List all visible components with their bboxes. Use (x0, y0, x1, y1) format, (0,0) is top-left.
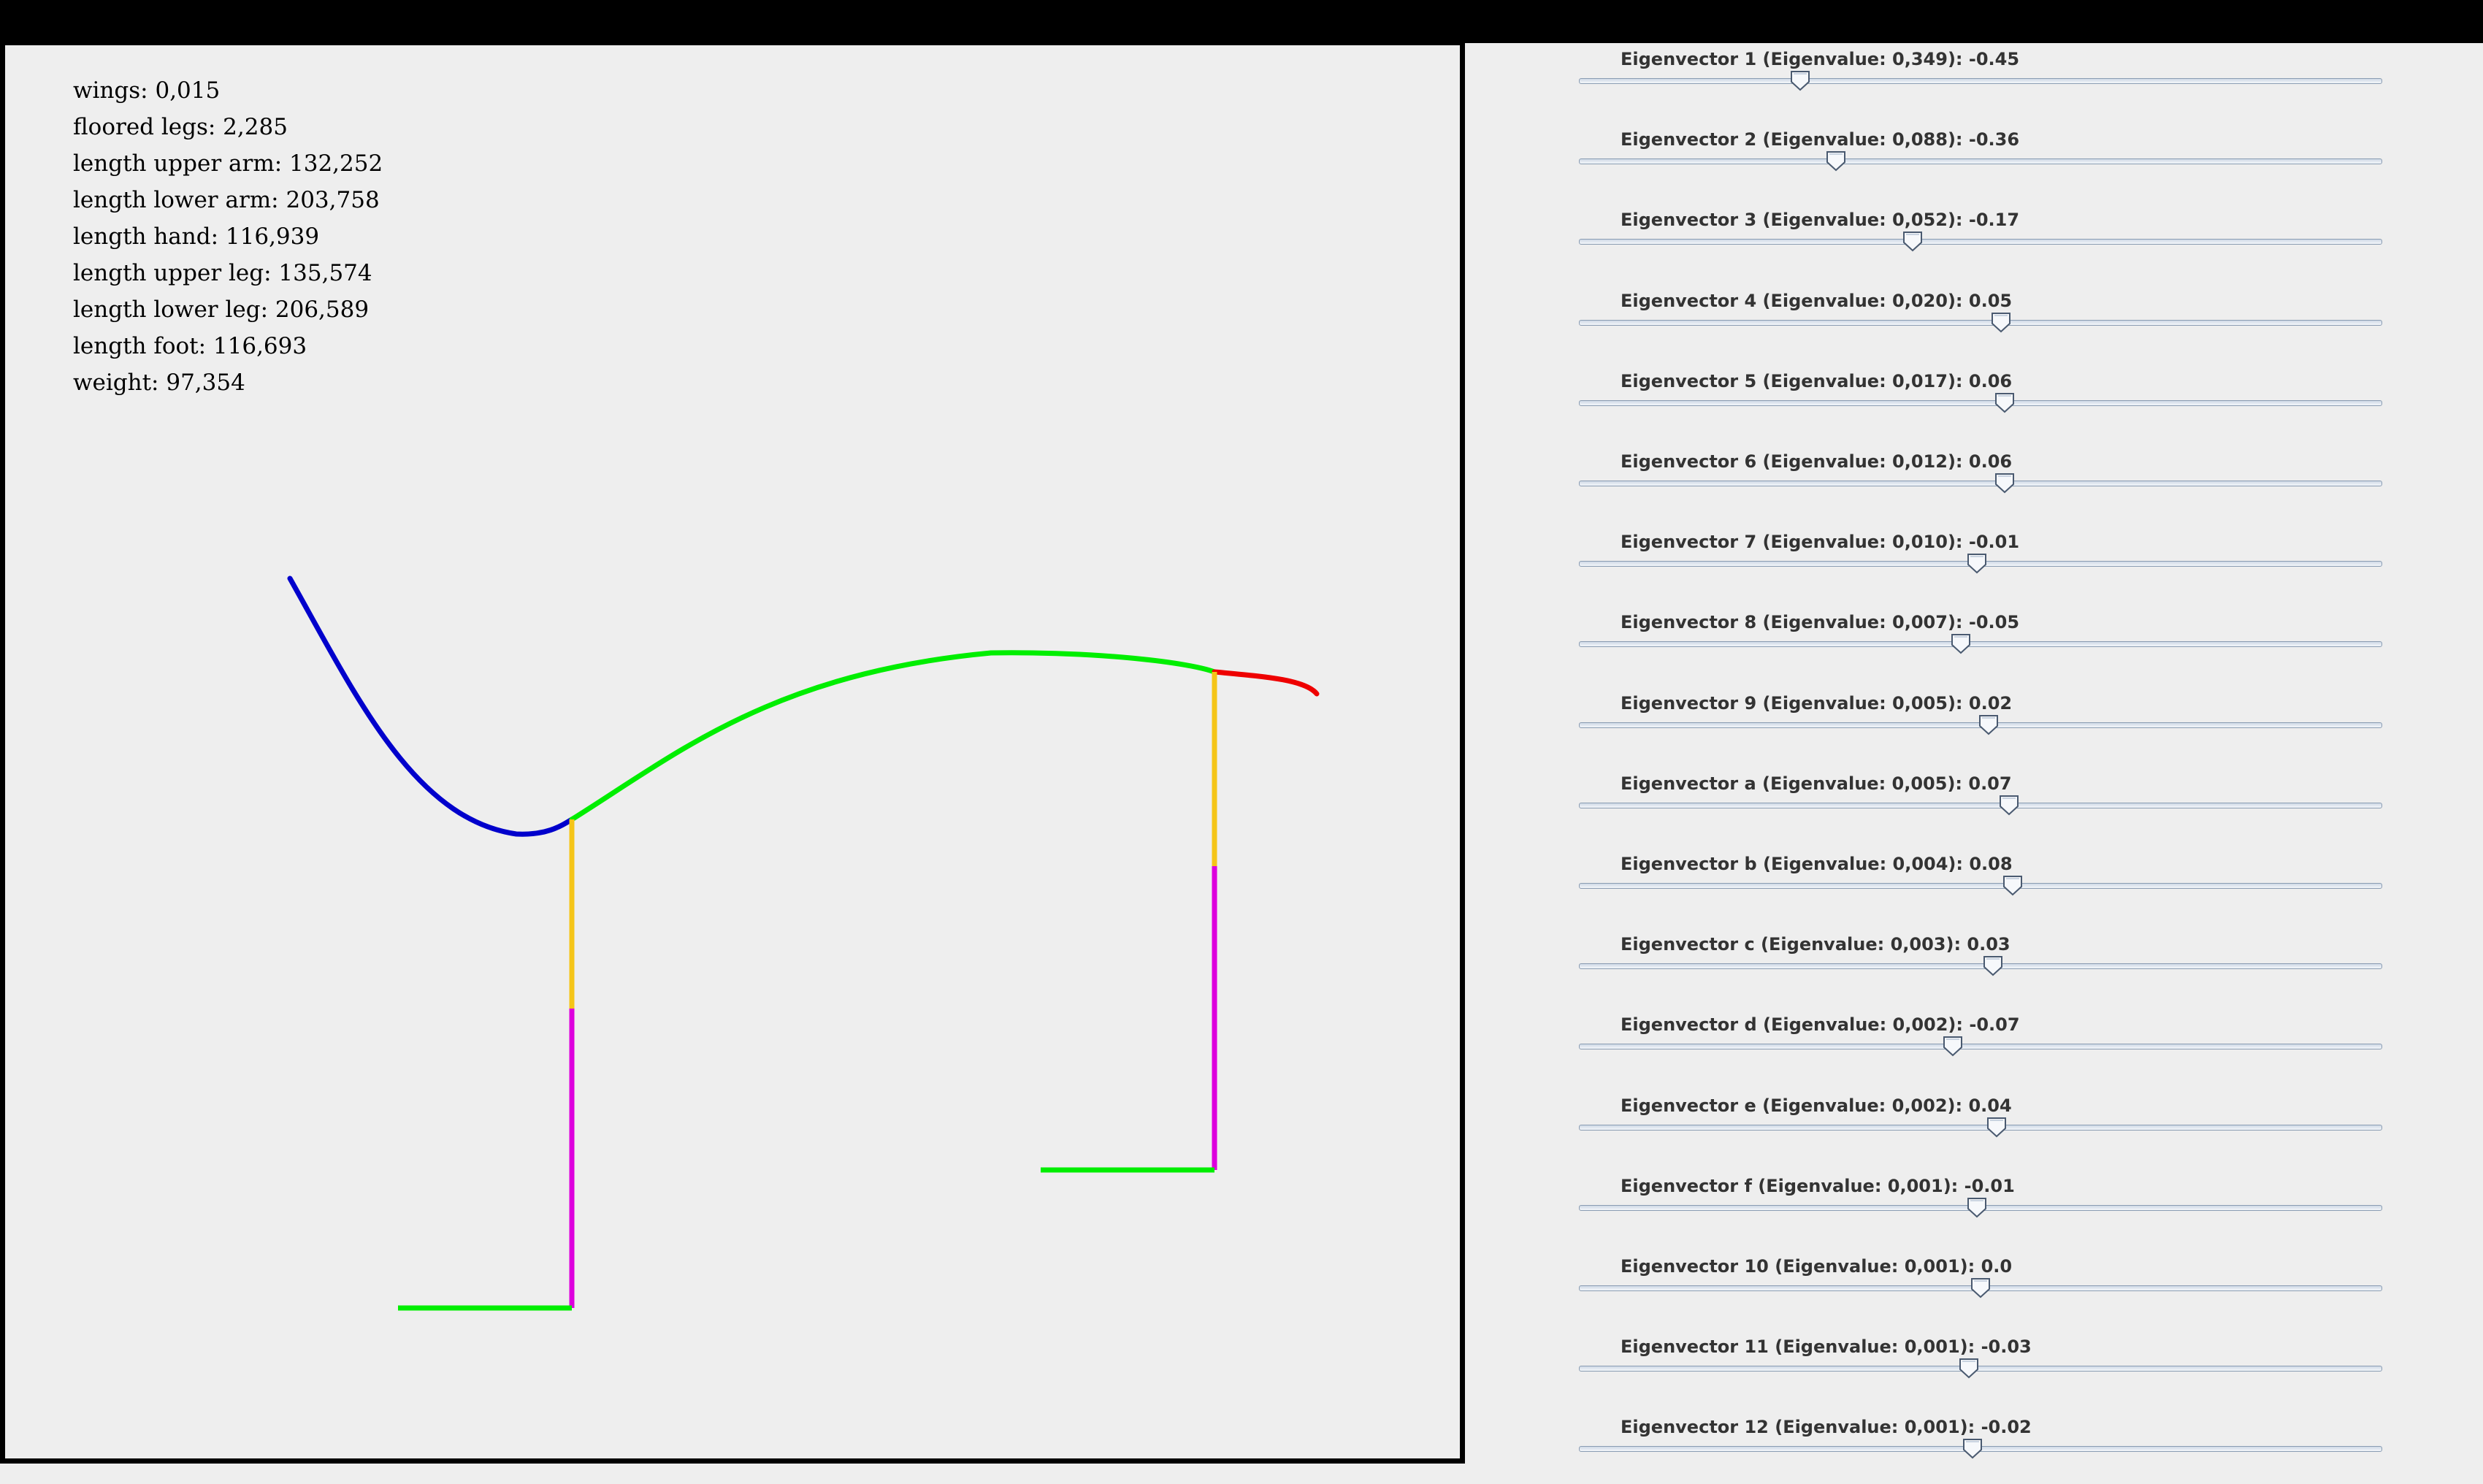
eigenvector-slider-track[interactable] (1579, 883, 2382, 889)
eigenvector-slider-label: Eigenvector 12 (Eigenvalue: 0,001): -0.02 (1621, 1417, 2032, 1438)
eigenvector-slider-row (1465, 687, 2483, 760)
eigenvector-slider-row (1465, 445, 2483, 519)
eigenvector-slider-thumb[interactable] (1982, 955, 2004, 976)
eigenvector-slider-row (1465, 365, 2483, 438)
eigenvector-slider-row (1465, 43, 2483, 116)
stat-length-hand: length hand: 116,939 (73, 223, 320, 250)
eigenvector-slider-row (1465, 204, 2483, 277)
eigenvector-slider-row (1465, 768, 2483, 841)
eigenvector-slider-label: Eigenvector 10 (Eigenvalue: 0,001): 0.0 (1621, 1256, 2013, 1277)
eigenvector-slider-thumb[interactable] (1958, 1357, 1980, 1379)
eigenvector-slider-thumb[interactable] (1978, 714, 2000, 735)
stat-floored-legs: floored legs: 2,285 (73, 114, 288, 140)
stat-weight: weight: 97,354 (73, 370, 245, 396)
creature-figure (5, 45, 1460, 1464)
eigenvector-slider-thumb[interactable] (1970, 1277, 1992, 1298)
stat-length-foot: length foot: 116,693 (73, 333, 307, 359)
creature-neck (290, 578, 572, 834)
eigenvector-slider-panel (1465, 43, 2483, 1475)
eigenvector-slider-label: Eigenvector d (Eigenvalue: 0,002): -0.07 (1621, 1014, 2020, 1036)
eigenvector-slider-row (1465, 1009, 2483, 1082)
eigenvector-slider-thumb[interactable] (1998, 794, 2020, 816)
eigenvector-slider-label: Eigenvector 11 (Eigenvalue: 0,001): -0.03 (1621, 1336, 2032, 1358)
eigenvector-slider-thumb[interactable] (1825, 150, 1847, 172)
title-bar (0, 0, 2483, 43)
creature-body (572, 653, 1214, 819)
eigenvector-slider-thumb[interactable] (1994, 472, 2016, 494)
eigenvector-slider-label: Eigenvector c (Eigenvalue: 0,003): 0.03 (1621, 934, 2010, 955)
eigenvector-slider-label: Eigenvector 6 (Eigenvalue: 0,012): 0.06 (1621, 451, 2013, 472)
eigenvector-slider-label: Eigenvector 4 (Eigenvalue: 0,020): 0.05 (1621, 290, 2013, 311)
stat-length-upper-arm: length upper arm: 132,252 (73, 150, 383, 177)
eigenvector-slider-track[interactable] (1579, 1125, 2382, 1131)
eigenvector-slider-row (1465, 526, 2483, 599)
eigenvector-slider-label: Eigenvector 3 (Eigenvalue: 0,052): -0.17 (1621, 210, 2020, 231)
eigenvector-slider-label: Eigenvector f (Eigenvalue: 0,001): -0.01 (1621, 1175, 2015, 1196)
creature-tail (1214, 672, 1317, 694)
eigenvector-slider-thumb[interactable] (1986, 1116, 2008, 1138)
stat-length-upper-leg: length upper leg: 135,574 (73, 260, 372, 286)
eigenvector-slider-label: Eigenvector b (Eigenvalue: 0,004): 0.08 (1621, 854, 2013, 874)
eigenvector-slider-thumb[interactable] (1966, 1196, 1988, 1218)
eigenvector-slider-track[interactable] (1579, 641, 2382, 647)
eigenvector-slider-thumb[interactable] (1950, 632, 1972, 654)
eigenvector-slider-label: Eigenvector 5 (Eigenvalue: 0,017): 0.06 (1621, 370, 2013, 391)
eigenvector-slider-row (1465, 1331, 2483, 1404)
eigenvector-slider-row (1465, 123, 2483, 196)
eigenvector-slider-label: Eigenvector 7 (Eigenvalue: 0,010): -0.01 (1621, 532, 2020, 553)
eigenvector-slider-track[interactable] (1579, 481, 2382, 486)
eigenvector-slider-label: Eigenvector 1 (Eigenvalue: 0,349): -0.45 (1621, 49, 2020, 69)
stat-length-lower-leg: length lower leg: 206,589 (73, 297, 370, 323)
stat-wings: wings: 0,015 (73, 77, 221, 104)
eigenvector-slider-row (1465, 606, 2483, 679)
eigenvector-slider-track[interactable] (1579, 158, 2382, 164)
eigenvector-slider-thumb[interactable] (1962, 1437, 1983, 1459)
eigenvector-slider-thumb[interactable] (1789, 69, 1811, 91)
eigenvector-slider-thumb[interactable] (1990, 311, 2012, 333)
eigenvector-slider-label: Eigenvector e (Eigenvalue: 0,002): 0.04 (1621, 1095, 2012, 1116)
stat-length-lower-arm: length lower arm: 203,758 (73, 187, 380, 213)
eigenvector-slider-track[interactable] (1579, 803, 2382, 808)
eigenvector-slider-track[interactable] (1579, 400, 2382, 406)
eigenvector-slider-thumb[interactable] (2002, 874, 2024, 896)
eigenvector-slider-thumb[interactable] (1902, 230, 1924, 252)
eigenvector-slider-row (1465, 1411, 2483, 1484)
eigenvector-slider-row (1465, 1090, 2483, 1163)
eigenvector-slider-track[interactable] (1579, 963, 2382, 969)
eigenvector-slider-track[interactable] (1579, 239, 2382, 245)
eigenvector-slider-thumb[interactable] (1966, 552, 1988, 574)
eigenvector-slider-label: Eigenvector 8 (Eigenvalue: 0,007): -0.05 (1621, 612, 2020, 633)
eigenvector-slider-thumb[interactable] (1942, 1035, 1964, 1057)
eigenvector-slider-track[interactable] (1579, 1366, 2382, 1372)
eigenvector-slider-track[interactable] (1579, 320, 2382, 326)
eigenvector-slider-track[interactable] (1579, 1044, 2382, 1049)
eigenvector-slider-row (1465, 848, 2483, 921)
eigenvector-slider-thumb[interactable] (1994, 391, 2016, 413)
eigenvector-slider-row (1465, 285, 2483, 358)
eigenvector-slider-label: Eigenvector a (Eigenvalue: 0,005): 0.07 (1621, 773, 2012, 794)
eigenvector-slider-track[interactable] (1579, 78, 2382, 84)
creature-canvas (0, 43, 1465, 1464)
eigenvector-slider-row (1465, 1170, 2483, 1243)
eigenvector-slider-label: Eigenvector 9 (Eigenvalue: 0,005): 0.02 (1621, 692, 2013, 714)
eigenvector-slider-label: Eigenvector 2 (Eigenvalue: 0,088): -0.36 (1621, 129, 2020, 150)
eigenvector-slider-row (1465, 928, 2483, 1001)
eigenvector-slider-row (1465, 1250, 2483, 1323)
